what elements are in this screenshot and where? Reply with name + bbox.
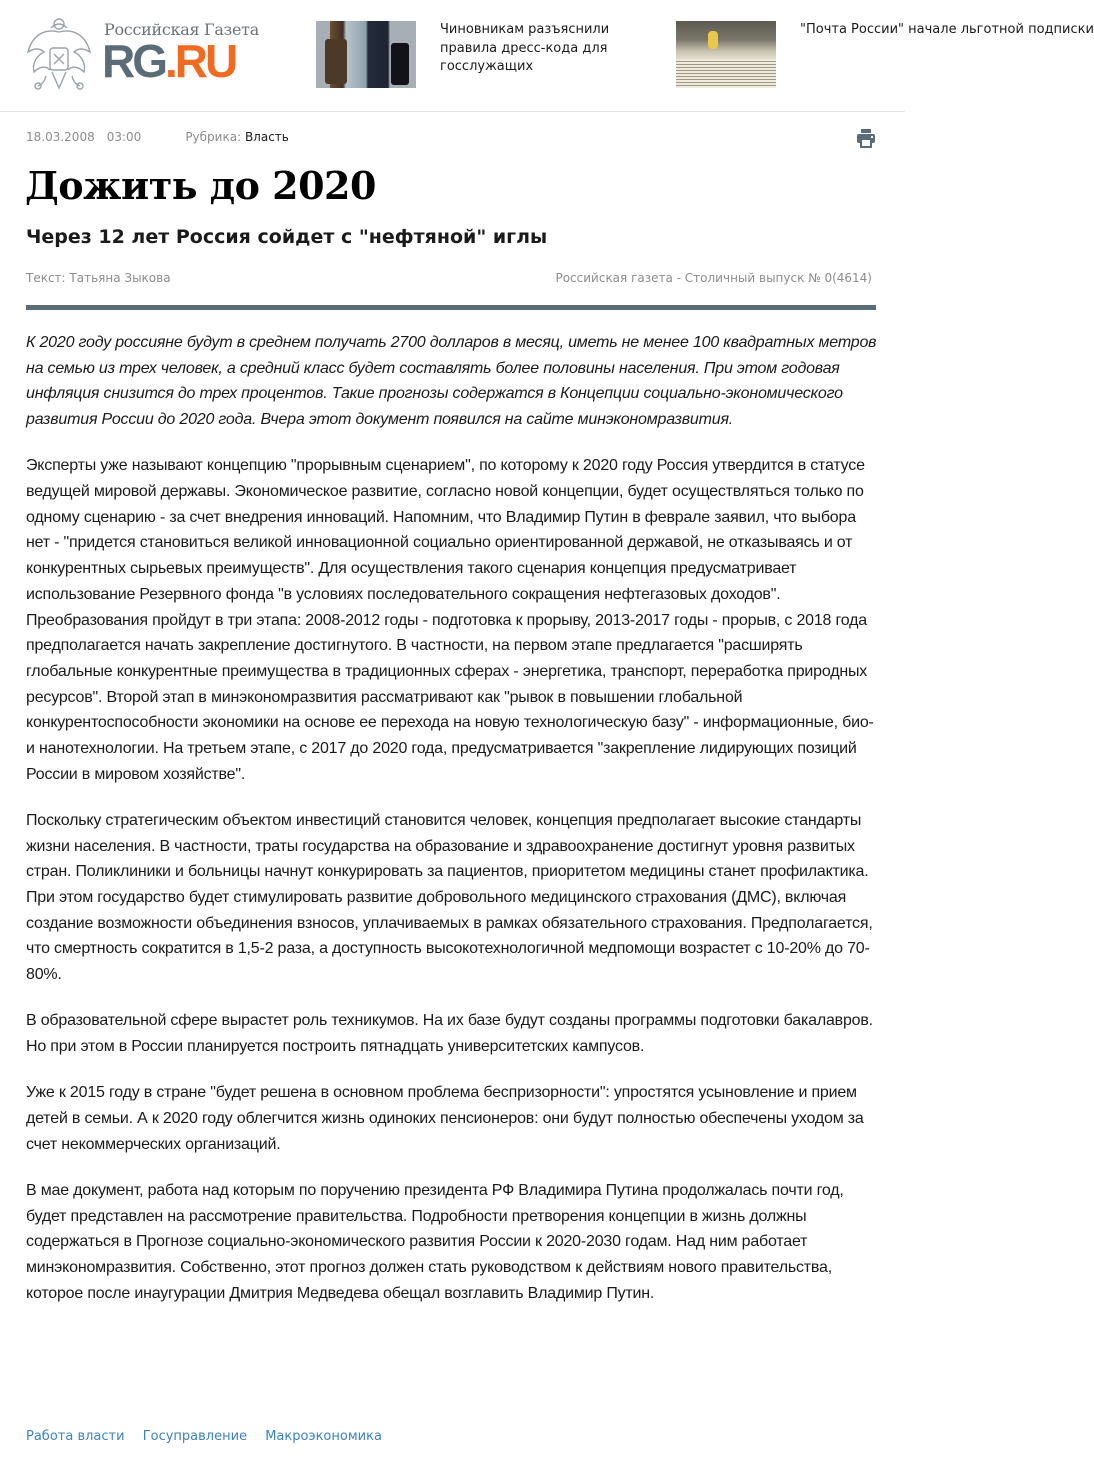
header-divider <box>26 305 876 310</box>
logo-tagline: Российская Газета <box>104 20 259 39</box>
teaser-title[interactable]: "Почта России" начале льготной подписки <box>800 22 1094 37</box>
article-tags <box>26 1429 396 1444</box>
logo-wordmark <box>102 36 235 86</box>
print-icon <box>855 127 877 149</box>
teaser-thumbnail[interactable] <box>316 21 416 88</box>
article-paragraph: Поскольку стратегическим объектом инвестиций становится человек, концепция предполагает высокие стандарты жизни населения. В частности, траты государства на образование и здравоохранение достигнут уровня развитых стран. Поликлиники и больницы начнут конкурировать за пациентов, приоритетом медицины станет профилактика. При этом государство будет стимулировать развитие добровольного медицинского страхования (ДМС), включая создание возможности объединения взносов, уплачиваемых в рамках обязательного страхования. Предполагается, что смертность сократится в 1,5-2 раза, а доступность высокотехнологичной медпомощи возрастет с 10-20% до 70-80%. <box>26 811 873 984</box>
rubric-link[interactable]: Власть <box>244 130 289 144</box>
tag-rabota-vlasti[interactable]: Работа власти <box>26 1429 125 1444</box>
rubric-label: Рубрика: <box>185 130 242 144</box>
article-paragraph: Уже к 2015 году в стране "будет решена в основном проблема беспризорности": упростятся усыновление и прием детей в семьи. А к 2020 году облегчится жизнь одиноких пенсионеров: они будут полностью обеспечены уходом за счет некоммерческих организаций. <box>26 1084 864 1153</box>
article-meta <box>26 130 289 144</box>
article-lead: К 2020 году россияне будут в среднем получать 2700 долларов в месяц, иметь не менее 100 квадратных метров на семью из трех человек, а средний класс будет составлять более половины населения. При этом годовая инфляция снизится до трех процентов. Такие прогнозы содержатся в Концепции социально-экономического развития России до 2020 года. Вчера этот документ появился на сайте минэкономразвития. <box>26 334 877 429</box>
briefcase-shape <box>391 43 409 85</box>
briefcase-shape <box>325 39 347 84</box>
article-source: Российская газета - Столичный выпуск № 0(4614) <box>555 271 872 285</box>
publish-date: 18.03.2008 <box>26 130 95 144</box>
coat-of-arms-icon <box>24 14 94 94</box>
tag-gosupravlenie[interactable]: Госуправление <box>142 1429 248 1444</box>
article-author: Текст: Татьяна Зыкова <box>26 271 171 285</box>
article-title: Дожить до 2020 <box>25 163 376 208</box>
publish-time: 03:00 <box>106 130 142 144</box>
teaser-pochta[interactable] <box>676 21 1094 88</box>
article-paragraph: Эксперты уже называют концепцию "прорывным сценарием", по которому к 2020 году Россия утвердится в статусе ведущей мировой державы. Экономическое развитие, согласно новой концепции, будет осуществляться только по одному сценарию - за счет внедрения инноваций. Напомним, что Владимир Путин в феврале заявил, что выбора нет - "придется становиться великой инновационной социально ориентированной державой, не отказываясь и от конкурентных сырьевых преимуществ". Для осуществления такого сценария концепция предусматривает использование Резервного фонда "в условиях последовательного сокращения нефтегазовых доходов". Преобразования пройдут в три этапа: 2008-2012 годы - подготовка к прорыву, 2013-2017 годы - прорыв, с 2018 года предполагается начать закрепление достигнутого. В частности, на первом этапе предлагается "расширять глобальные конкурентные преимущества в традиционных сферах - энергетика, транспорт, переработка природных ресурсов". Второй этап в минэкономразвития рассматривают как "рывок в повышении глобальной конкурентоспособности экономики на основе ее перехода на новую технологическую базу" - информационные, био- и нанотехнологии. На третьем этапе, с 2017 до 2020 года, предусматривается "закрепление лидирующих позиций России в мировом хозяйстве". <box>26 457 874 783</box>
teaser-dress-code[interactable] <box>316 21 616 88</box>
article-paragraph: В образовательной сфере вырастет роль техникумов. На их базе будут созданы программы подготовки бакалавров. Но при этом в России планируется построить пятнадцать университетских кампусов. <box>26 1012 873 1056</box>
site-logo[interactable] <box>24 14 259 94</box>
print-button[interactable] <box>855 127 877 149</box>
article-body <box>26 330 878 1327</box>
newspaper-stack-shape <box>676 59 776 88</box>
article-paragraph: В мае документ, работа над которым по поручению президента РФ Владимира Путина продолжалась почти год, будет представлен на рассмотрение правительства. Подробности претворения концепции в жизнь должны содержаться в Прогнозе социально-экономического развития России к 2020-2030 годам. Над ним работает минэкономразвития. Собственно, этот прогноз должен стать руководством к действиям нового правительства, которое после инаугурации Дмитрия Медведева обещал возглавить Владимир Путин. <box>26 1181 844 1302</box>
teaser-title[interactable]: Чиновникам разъяснили правила дресс-кода для госслужащих <box>440 22 610 74</box>
teaser-thumbnail[interactable] <box>676 21 776 88</box>
tag-makroekonomika[interactable]: Макроэкономика <box>265 1429 382 1444</box>
logo-rg: RG <box>102 35 165 87</box>
site-header <box>0 0 1094 112</box>
article-subtitle: Через 12 лет Россия сойдет с "нефтяной" иглы <box>26 226 548 248</box>
machine-light-shape <box>708 31 718 49</box>
logo-ru: .RU <box>165 35 236 87</box>
